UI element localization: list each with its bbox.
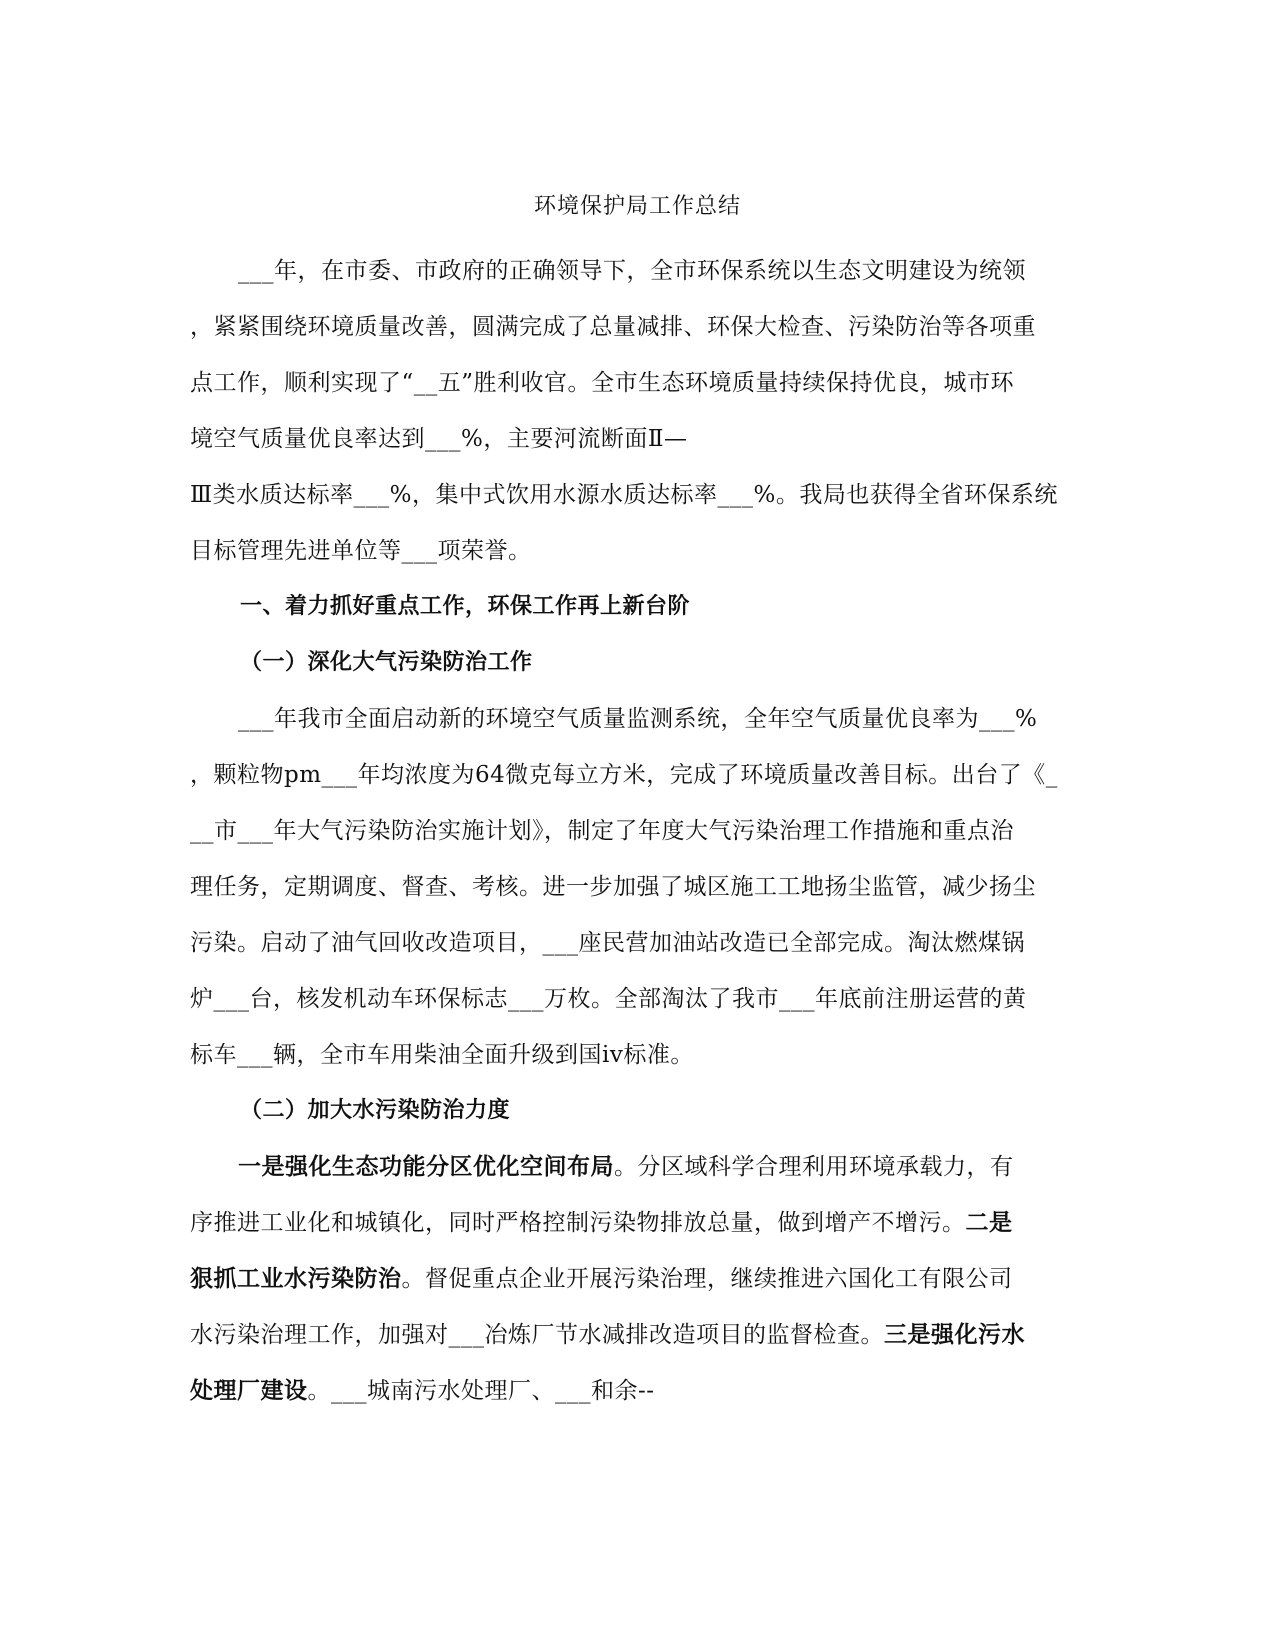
intro-line: 目标管理先进单位等___项荣誉。 xyxy=(190,538,532,564)
intro-line: 境空气质量优良率达到___%，主要河流断面Ⅱ— xyxy=(190,426,688,452)
intro-line: ___年，在市委、市政府的正确领导下，全市环保系统以生态文明建设为统领 xyxy=(238,258,1026,284)
body-line xyxy=(190,1376,655,1406)
body-text: 。___城南污水处理厂、___和余-- xyxy=(307,1378,655,1404)
body-line: 理任务，定期调度、督查、考核。进一步加强了城区施工工地扬尘监管，减少扬尘 xyxy=(190,874,1036,900)
body-line: 炉___台，核发机动车环保标志___万枚。全部淘汰了我市___年底前注册运营的黄 xyxy=(190,986,1027,1012)
subsection-heading: （一）深化大气污染防治工作 xyxy=(240,650,533,675)
intro-line: ，紧紧围绕环境质量改善，圆满完成了总量减排、环保大检查、污染防治等各项重 xyxy=(190,314,1036,340)
body-line xyxy=(238,1152,1014,1182)
body-line: 污染。启动了油气回收改造项目，___座民营加油站改造已全部完成。淘汰燃煤锅 xyxy=(190,930,1025,956)
body-line xyxy=(190,1264,1013,1294)
body-text: 。督促重点企业开展污染治理，继续推进六国化工有限公司 xyxy=(401,1266,1013,1292)
bold-phrase: 一是强化生态功能分区优化空间布局 xyxy=(238,1154,614,1180)
body-text: 水污染治理工作，加强对___冶炼厂节水减排改造项目的监督检查。 xyxy=(190,1322,884,1348)
section-heading: 一、着力抓好重点工作，环保工作再上新台阶 xyxy=(240,594,691,619)
body-line: ___年我市全面启动新的环境空气质量监测系统，全年空气质量优良率为___% xyxy=(238,706,1038,732)
bold-phrase: 二是 xyxy=(965,1210,1013,1236)
body-text: 序推进工业化和城镇化，同时严格控制污染物排放总量，做到增产不增污。 xyxy=(190,1210,966,1236)
document-title: 环境保护局工作总结 xyxy=(533,194,741,219)
bold-phrase: 三是强化污水 xyxy=(884,1322,1025,1348)
body-line: 标车___辆，全市车用柴油全面升级到国iv标准。 xyxy=(190,1042,694,1068)
body-line xyxy=(190,1208,1013,1238)
intro-line: Ⅲ类水质达标率___%，集中式饮用水源水质达标率___%。我局也获得全省环保系统 xyxy=(190,482,1058,508)
body-line xyxy=(190,1320,1025,1350)
intro-line: 点工作，顺利实现了“__五”胜利收官。全市生态环境质量持续保持优良，城市环 xyxy=(190,370,1015,396)
bold-phrase: 处理厂建设 xyxy=(190,1378,308,1404)
body-text: 。分区域科学合理利用环境承载力，有 xyxy=(614,1154,1014,1180)
subsection-heading: （二）加大水污染防治力度 xyxy=(240,1098,511,1123)
bold-phrase: 狠抓工业水污染防治 xyxy=(190,1266,402,1292)
body-line: ，颗粒物pm___年均浓度为64微克每立方米，完成了环境质量改善目标。出台了《_ xyxy=(190,762,1058,788)
body-line: __市___年大气污染防治实施计划》，制定了年度大气污染治理工作措施和重点治 xyxy=(190,818,1014,844)
